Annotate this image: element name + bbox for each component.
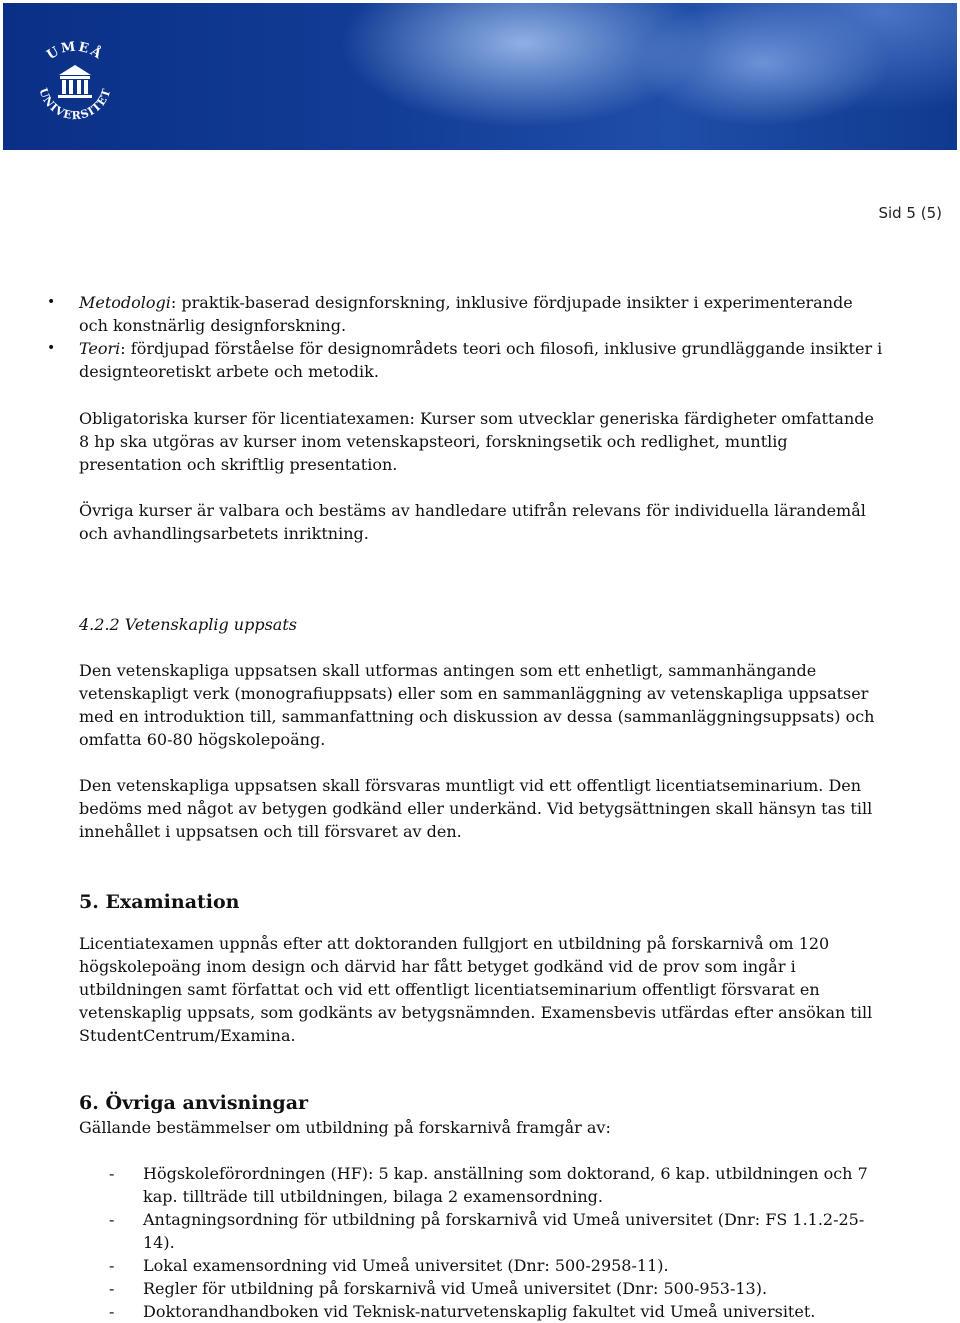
regulation-item: - Högskoleförordningen (HF): 5 kap. anställning som doktorand, 6 kap. utbildningen och 7 kap. tillträde till utbildningen, bilaga 2 examensordning. (143, 1162, 884, 1208)
svg-text:UNIVERSITET: UNIVERSITET (36, 86, 114, 123)
paragraph-examination: Licentiatexamen uppnås efter att doktoranden fullgjort en utbildning på forskarnivå om 120 högskolepoäng inom design och därvid har fått betyget godkänd vid de prov som ingår i utbildningen samt författat och vid ett offentligt licentiatseminarium offentligt försvarat en vetenskaplig uppsats, som godkänts av betygsnämnden. Examensbevis utfärdas efter ansökan till StudentCentrum/Examina. (79, 934, 873, 1045)
paragraph-ovriga-kurser: Övriga kurser är valbara och bestäms av handledare utifrån relevans för individuella lärandemål och avhandlingsarbetets inriktning. (79, 501, 866, 543)
regulation-item: - Regler för utbildning på forskarnivå vid Umeå universitet (Dnr: 500-953-13). (143, 1277, 884, 1300)
regulation-item: - Antagningsordning för utbildning på forskarnivå vid Umeå universitet (Dnr: FS 1.1.2-25-14). (143, 1208, 884, 1254)
paragraph-bestammelser-intro: Gällande bestämmelser om utbildning på forskarnivå framgår av: (79, 1118, 611, 1137)
header-banner (3, 3, 957, 150)
section-heading-ovriga-anvisningar: 6. Övriga anvisningar (79, 1092, 309, 1114)
section-heading-examination: 5. Examination (79, 891, 240, 913)
svg-text:UMEÅ: UMEÅ (44, 39, 106, 64)
regulation-item: - Doktorandhandboken vid Teknisk-naturvetenskaplig fakultet vid Umeå universitet. (143, 1300, 884, 1323)
regulations-list (79, 1162, 884, 1323)
section-heading-4-2-2: 4.2.2 Vetenskaplig uppsats (79, 615, 297, 634)
regulation-item: - Lokal examensordning vid Umeå universitet (Dnr: 500-2958-11). (143, 1254, 884, 1277)
page-number: Sid 5 (5) (878, 204, 942, 222)
umea-university-logo (25, 31, 125, 131)
paragraph-uppsats-forsvar: Den vetenskapliga uppsatsen skall försvaras muntligt vid ett offentligt licentiatseminarium. Den bedöms med något av betygen godkänd eller underkänd. Vid betygsättningen skall hänsyn tas till innehållet i uppsatsen och till försvaret av den. (79, 776, 873, 841)
document-body (79, 291, 884, 1323)
bullet-item-teori: • Teori: fördjupad förståelse för designområdets teori och filosofi, inklusive grundläggande insikter i designteoretiskt arbete och metodik. (79, 337, 884, 383)
bullet-item-metodologi: • Metodologi: praktik-baserad designforskning, inklusive fördjupade insikter i experimenterande och konstnärlig designforskning. (79, 291, 884, 337)
paragraph-uppsats-utformning: Den vetenskapliga uppsatsen skall utformas antingen som ett enhetligt, sammanhängande vetenskapligt verk (monografiuppsats) eller som en sammanläggning av vetenskapliga uppsatser med en introduktion till, sammanfattning och diskussion av dessa (sammanläggningsuppsats) och omfatta 60-80 högskolepoäng. (79, 661, 875, 749)
paragraph-obligatoriska-kurser: Obligatoriska kurser för licentiatexamen: Kurser som utvecklar generiska färdigheter omfattande 8 hp ska utgöras av kurser inom vetenskapsteori, forskningsetik och redlighet, muntlig presentation och skriftlig presentation. (79, 409, 874, 474)
topic-bullet-list (79, 291, 884, 383)
